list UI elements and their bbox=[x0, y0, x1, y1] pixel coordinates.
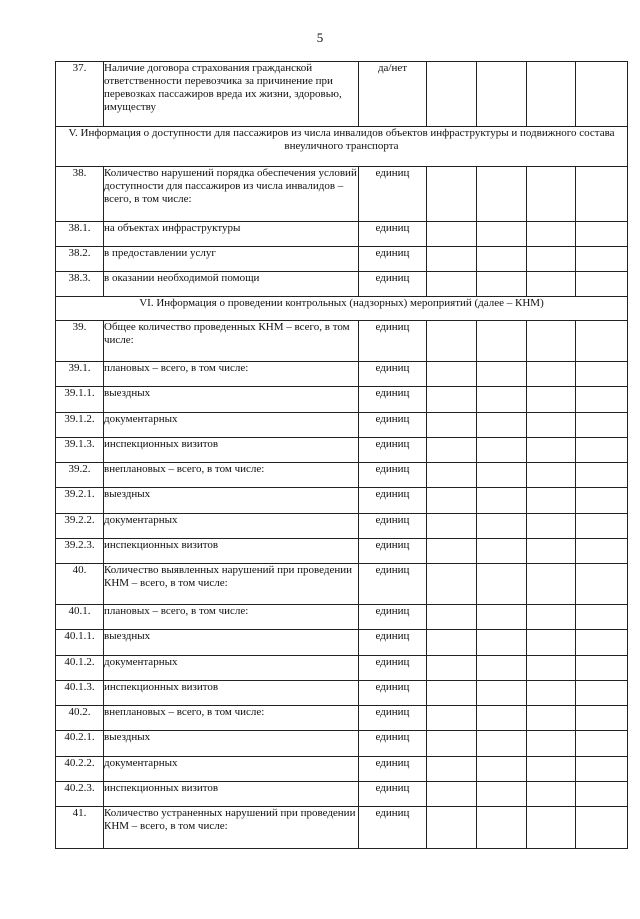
table-row bbox=[56, 438, 628, 463]
row-number: 39.2. bbox=[56, 463, 104, 488]
value-cell bbox=[527, 62, 576, 127]
value-cell bbox=[477, 630, 527, 656]
report-table-body bbox=[56, 62, 628, 849]
row-unit: единиц bbox=[359, 387, 427, 413]
row-unit: единиц bbox=[359, 807, 427, 849]
row-number: 39.1.3. bbox=[56, 438, 104, 463]
value-cell bbox=[477, 413, 527, 438]
row-number: 38.2. bbox=[56, 247, 104, 272]
row-unit: единиц bbox=[359, 321, 427, 362]
value-cell bbox=[576, 62, 628, 127]
value-cell bbox=[427, 488, 477, 514]
value-cell bbox=[527, 362, 576, 387]
value-cell bbox=[576, 413, 628, 438]
row-description: Количество устраненных нарушений при проведении КНМ – всего, в том числе: bbox=[104, 807, 359, 849]
row-number: 41. bbox=[56, 807, 104, 849]
value-cell bbox=[477, 62, 527, 127]
value-cell bbox=[427, 605, 477, 630]
value-cell bbox=[427, 514, 477, 539]
value-cell bbox=[527, 222, 576, 247]
row-number: 40.1.2. bbox=[56, 656, 104, 681]
value-cell bbox=[427, 413, 477, 438]
row-number: 40.2. bbox=[56, 706, 104, 731]
row-description: документарных bbox=[104, 656, 359, 681]
row-unit: единиц bbox=[359, 731, 427, 757]
row-unit: единиц bbox=[359, 488, 427, 514]
table-row bbox=[56, 321, 628, 362]
row-description: инспекционных визитов bbox=[104, 681, 359, 706]
row-number: 39.1.2. bbox=[56, 413, 104, 438]
table-row bbox=[56, 656, 628, 681]
row-number: 40.1.3. bbox=[56, 681, 104, 706]
table-row bbox=[56, 387, 628, 413]
row-number: 39.1. bbox=[56, 362, 104, 387]
value-cell bbox=[427, 564, 477, 605]
section-header-row bbox=[56, 127, 628, 167]
value-cell bbox=[477, 757, 527, 782]
value-cell bbox=[427, 807, 477, 849]
row-number: 40. bbox=[56, 564, 104, 605]
row-unit: да/нет bbox=[359, 62, 427, 127]
value-cell bbox=[427, 681, 477, 706]
value-cell bbox=[427, 656, 477, 681]
row-unit: единиц bbox=[359, 413, 427, 438]
value-cell bbox=[527, 463, 576, 488]
value-cell bbox=[576, 605, 628, 630]
value-cell bbox=[427, 731, 477, 757]
value-cell bbox=[427, 222, 477, 247]
row-unit: единиц bbox=[359, 514, 427, 539]
row-number: 38.3. bbox=[56, 272, 104, 297]
value-cell bbox=[477, 438, 527, 463]
value-cell bbox=[477, 514, 527, 539]
value-cell bbox=[576, 362, 628, 387]
row-number: 39.2.3. bbox=[56, 539, 104, 564]
section-header: VI. Информация о проведении контрольных (надзорных) мероприятий (далее – КНМ) bbox=[56, 297, 628, 321]
value-cell bbox=[427, 782, 477, 807]
value-cell bbox=[477, 463, 527, 488]
row-description: выездных bbox=[104, 387, 359, 413]
table-row bbox=[56, 514, 628, 539]
value-cell bbox=[477, 564, 527, 605]
table-row bbox=[56, 222, 628, 247]
row-description: Количество нарушений порядка обеспечения условий доступности для пассажиров из числа инвалидов – всего, в том числе: bbox=[104, 167, 359, 222]
table-row bbox=[56, 630, 628, 656]
row-number: 37. bbox=[56, 62, 104, 127]
row-unit: единиц bbox=[359, 630, 427, 656]
row-unit: единиц bbox=[359, 539, 427, 564]
value-cell bbox=[527, 413, 576, 438]
value-cell bbox=[427, 247, 477, 272]
row-description: инспекционных визитов bbox=[104, 438, 359, 463]
value-cell bbox=[477, 706, 527, 731]
value-cell bbox=[576, 488, 628, 514]
value-cell bbox=[427, 62, 477, 127]
value-cell bbox=[527, 731, 576, 757]
value-cell bbox=[427, 362, 477, 387]
value-cell bbox=[477, 681, 527, 706]
row-description: инспекционных визитов bbox=[104, 539, 359, 564]
value-cell bbox=[527, 272, 576, 297]
row-description: в предоставлении услуг bbox=[104, 247, 359, 272]
section-header: V. Информация о доступности для пассажиров из числа инвалидов объектов инфраструктуры и подвижного состава внеуличного транспорта bbox=[56, 127, 628, 167]
value-cell bbox=[477, 167, 527, 222]
value-cell bbox=[477, 539, 527, 564]
row-description: внеплановых – всего, в том числе: bbox=[104, 706, 359, 731]
value-cell bbox=[477, 222, 527, 247]
value-cell bbox=[527, 564, 576, 605]
value-cell bbox=[576, 731, 628, 757]
table-row bbox=[56, 757, 628, 782]
value-cell bbox=[427, 321, 477, 362]
row-unit: единиц bbox=[359, 247, 427, 272]
row-number: 40.1.1. bbox=[56, 630, 104, 656]
value-cell bbox=[477, 362, 527, 387]
table-row bbox=[56, 488, 628, 514]
value-cell bbox=[427, 438, 477, 463]
table-row bbox=[56, 362, 628, 387]
value-cell bbox=[427, 706, 477, 731]
value-cell bbox=[576, 757, 628, 782]
row-unit: единиц bbox=[359, 222, 427, 247]
table-row bbox=[56, 706, 628, 731]
row-unit: единиц bbox=[359, 438, 427, 463]
table-row bbox=[56, 413, 628, 438]
row-unit: единиц bbox=[359, 167, 427, 222]
value-cell bbox=[576, 706, 628, 731]
row-description: Общее количество проведенных КНМ – всего, в том числе: bbox=[104, 321, 359, 362]
value-cell bbox=[576, 514, 628, 539]
row-description: на объектах инфраструктуры bbox=[104, 222, 359, 247]
value-cell bbox=[427, 630, 477, 656]
value-cell bbox=[427, 757, 477, 782]
value-cell bbox=[527, 605, 576, 630]
value-cell bbox=[477, 488, 527, 514]
value-cell bbox=[527, 656, 576, 681]
table-row bbox=[56, 167, 628, 222]
value-cell bbox=[576, 782, 628, 807]
value-cell bbox=[527, 681, 576, 706]
table-row bbox=[56, 807, 628, 849]
row-number: 39.2.1. bbox=[56, 488, 104, 514]
row-number: 40.2.1. bbox=[56, 731, 104, 757]
report-table bbox=[55, 61, 628, 849]
row-unit: единиц bbox=[359, 782, 427, 807]
value-cell bbox=[527, 488, 576, 514]
value-cell bbox=[576, 656, 628, 681]
value-cell bbox=[527, 247, 576, 272]
row-unit: единиц bbox=[359, 656, 427, 681]
value-cell bbox=[527, 539, 576, 564]
row-description: плановых – всего, в том числе: bbox=[104, 362, 359, 387]
value-cell bbox=[427, 167, 477, 222]
row-description: Количество выявленных нарушений при проведении КНМ – всего, в том числе: bbox=[104, 564, 359, 605]
row-description: плановых – всего, в том числе: bbox=[104, 605, 359, 630]
table-row bbox=[56, 463, 628, 488]
value-cell bbox=[427, 272, 477, 297]
value-cell bbox=[576, 272, 628, 297]
page-number: 5 bbox=[316, 30, 324, 45]
row-description: выездных bbox=[104, 630, 359, 656]
row-description: выездных bbox=[104, 731, 359, 757]
value-cell bbox=[477, 731, 527, 757]
row-description: документарных bbox=[104, 514, 359, 539]
value-cell bbox=[576, 387, 628, 413]
value-cell bbox=[527, 706, 576, 731]
value-cell bbox=[527, 387, 576, 413]
row-description: выездных bbox=[104, 488, 359, 514]
row-description: внеплановых – всего, в том числе: bbox=[104, 463, 359, 488]
value-cell bbox=[527, 782, 576, 807]
value-cell bbox=[576, 321, 628, 362]
value-cell bbox=[576, 630, 628, 656]
row-number: 38.1. bbox=[56, 222, 104, 247]
row-number: 38. bbox=[56, 167, 104, 222]
value-cell bbox=[527, 438, 576, 463]
row-number: 39. bbox=[56, 321, 104, 362]
row-unit: единиц bbox=[359, 362, 427, 387]
row-unit: единиц bbox=[359, 706, 427, 731]
value-cell bbox=[477, 656, 527, 681]
table-row bbox=[56, 564, 628, 605]
row-description: инспекционных визитов bbox=[104, 782, 359, 807]
value-cell bbox=[477, 807, 527, 849]
value-cell bbox=[477, 387, 527, 413]
value-cell bbox=[477, 782, 527, 807]
row-number: 39.1.1. bbox=[56, 387, 104, 413]
value-cell bbox=[427, 387, 477, 413]
row-unit: единиц bbox=[359, 564, 427, 605]
row-description: в оказании необходимой помощи bbox=[104, 272, 359, 297]
value-cell bbox=[477, 321, 527, 362]
value-cell bbox=[527, 757, 576, 782]
row-description: документарных bbox=[104, 757, 359, 782]
row-unit: единиц bbox=[359, 757, 427, 782]
row-description: документарных bbox=[104, 413, 359, 438]
value-cell bbox=[477, 605, 527, 630]
value-cell bbox=[477, 247, 527, 272]
table-row bbox=[56, 605, 628, 630]
value-cell bbox=[576, 438, 628, 463]
row-number: 40.1. bbox=[56, 605, 104, 630]
row-number: 40.2.2. bbox=[56, 757, 104, 782]
value-cell bbox=[527, 807, 576, 849]
value-cell bbox=[576, 247, 628, 272]
value-cell bbox=[477, 272, 527, 297]
value-cell bbox=[576, 167, 628, 222]
value-cell bbox=[576, 564, 628, 605]
table-row bbox=[56, 247, 628, 272]
section-header-row bbox=[56, 297, 628, 321]
value-cell bbox=[576, 539, 628, 564]
value-cell bbox=[527, 630, 576, 656]
value-cell bbox=[576, 222, 628, 247]
value-cell bbox=[427, 463, 477, 488]
row-unit: единиц bbox=[359, 463, 427, 488]
table-row bbox=[56, 62, 628, 127]
table-row bbox=[56, 731, 628, 757]
row-unit: единиц bbox=[359, 272, 427, 297]
value-cell bbox=[576, 463, 628, 488]
row-description: Наличие договора страхования гражданской ответственности перевозчика за причинение при перевозках пассажиров вреда их жизни, здоровью, имуществу bbox=[104, 62, 359, 127]
value-cell bbox=[527, 321, 576, 362]
value-cell bbox=[527, 514, 576, 539]
row-number: 40.2.3. bbox=[56, 782, 104, 807]
table-row bbox=[56, 782, 628, 807]
value-cell bbox=[527, 167, 576, 222]
table-row bbox=[56, 681, 628, 706]
row-number: 39.2.2. bbox=[56, 514, 104, 539]
value-cell bbox=[576, 807, 628, 849]
table-row bbox=[56, 539, 628, 564]
table-row bbox=[56, 272, 628, 297]
value-cell bbox=[427, 539, 477, 564]
value-cell bbox=[576, 681, 628, 706]
row-unit: единиц bbox=[359, 605, 427, 630]
row-unit: единиц bbox=[359, 681, 427, 706]
